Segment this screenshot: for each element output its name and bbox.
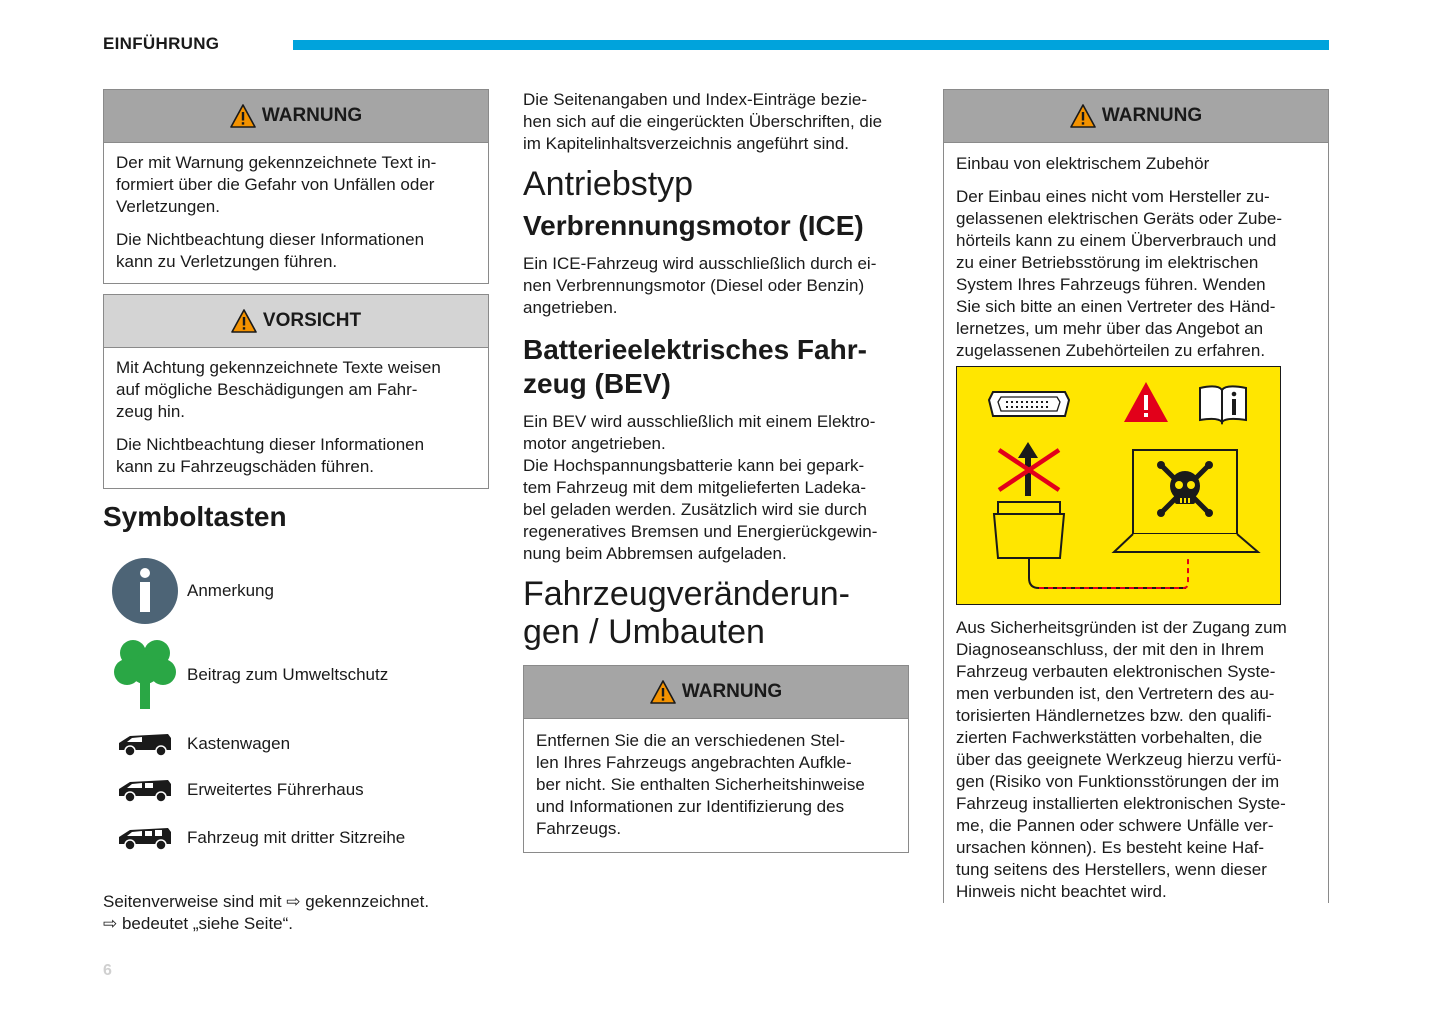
page-number: 6 (103, 962, 112, 979)
warning-text: Der mit Warnung gekennzeichnete Text in- formiert über die Gefahr von Unfällen oder Verletzungen. (116, 153, 437, 216)
warning-box-header (104, 90, 488, 143)
bev-text: Ein BEV wird ausschließlich mit einem Elektro- motor angetrieben. Die Hochspannungsbatterie kann bei gepark- tem Fahrzeug mit dem mitgelieferten Ladeka- bel geladen werden. Zusätzlich wird sie durch regeneratives Bremsen und Energierückgewin- nung beim Abbremsen aufgeladen. (523, 412, 878, 563)
caution-box (103, 294, 489, 489)
bev-heading: Batterieelektrisches Fahr- zeug (BEV) (523, 334, 867, 399)
symbol-label: Beitrag zum Umweltschutz (187, 665, 389, 684)
symbol-label: Anmerkung (187, 581, 274, 600)
modifications-heading: Fahrzeugveränderun- gen / Umbauten (523, 575, 850, 651)
drive-type-heading: Antriebstyp (523, 165, 694, 203)
warning-triangle-icon (650, 680, 676, 704)
symbol-label: Erweitertes Führerhaus (187, 780, 364, 799)
van-icon (103, 730, 187, 758)
caution-title: VORSICHT (262, 310, 362, 331)
symbols-heading: Symboltasten (103, 501, 287, 532)
warning-title: WARNUNG (261, 105, 363, 126)
warning-text: Der Einbau eines nicht vom Hersteller zu- gelassenen elektrischen Geräts oder Zube- hörteils kann zu einem Überverbrauch und zu einer Betriebsstörung im elektrischen System Ihres Fahrzeugs führen. Wenden Sie sich bitte an einen Vertreter des Händ- lernetzes, um mehr über das Angebot an zugelassenen Zubehörteilen zu erfahren. (956, 187, 1283, 360)
van-third-row-icon (103, 824, 187, 852)
symbol-label: Kastenwagen (187, 734, 291, 753)
van-extended-cab-icon (103, 776, 187, 804)
symbol-row (103, 629, 489, 721)
warning-text: Die Nichtbeachtung dieser Informationen kann zu Verletzungen führen. (116, 230, 425, 271)
warning-text: Entfernen Sie die an verschiedenen Stel- len Ihres Fahrzeugs angebrachten Aufkle- ber nicht. Sie enthalten Sicherheitshinweise und Informationen zur Identifizierung des Fahrzeugs. (536, 731, 865, 838)
warning-title: WARNUNG (1101, 105, 1203, 126)
info-icon (103, 557, 187, 625)
warning-triangle-icon (231, 309, 257, 333)
symbol-row (103, 813, 489, 863)
column-left (103, 89, 489, 935)
symbol-label: Fahrzeug mit dritter Sitzreihe (187, 828, 406, 847)
column-right (943, 89, 1329, 913)
warning-triangle-icon (1070, 104, 1096, 128)
diagnostic-port-warning-diagram (956, 366, 1281, 605)
section-title: EINFÜHRUNG (103, 34, 220, 53)
refs-line: ⇨ bedeutet „siehe Seite“. (103, 914, 294, 933)
header-accent-bar (293, 40, 1329, 50)
warning-subtitle: Einbau von elektrischem Zubehör (956, 154, 1210, 173)
column-middle (523, 89, 909, 863)
refs-line: Seitenverweise sind mit ⇨ gekennzeichnet. (103, 892, 430, 911)
warning-box-header (524, 666, 908, 719)
warning-text: Aus Sicherheitsgründen ist der Zugang zum Diagnoseanschluss, der mit den in Ihrem Fahrzeug verbauten elektronischen Syste- men verbunden ist, den Vertretern des au- torisierten Händlernetzes bzw. den qualifi- zierten Fachwerkstätten vorbehalten, die über das geeignete Werkzeug hierzu verfü- gen (Risiko von Funktionsstörungen der im Fahrzeug installierten elektronischen Syste- me, die Pannen oder schwere Unfälle ver- ursachen können). Es besteht keine Haf- tung seitens des Herstellers, wenn dieser Hinweis nicht beachtet wird. (956, 618, 1287, 901)
symbol-row (103, 767, 489, 813)
ice-text: Ein ICE-Fahrzeug wird ausschließlich durch ei- nen Verbrennungsmotor (Diesel oder Benzin) angetrieben. (523, 254, 877, 317)
symbol-row (103, 553, 489, 629)
warning-box-header (944, 90, 1328, 143)
symbol-row (103, 721, 489, 767)
warning-title: WARNUNG (681, 681, 783, 702)
tree-icon (103, 639, 187, 711)
warning-box (943, 89, 1329, 903)
caution-text: Die Nichtbeachtung dieser Informationen kann zu Fahrzeugschäden führen. (116, 435, 425, 476)
warning-box (103, 89, 489, 284)
manual-book-icon (1200, 386, 1246, 422)
caution-box-header (104, 295, 488, 348)
caution-text: Mit Achtung gekennzeichnete Texte weisen auf mögliche Beschädigungen am Fahr- zeug hin. (116, 358, 441, 421)
ice-heading: Verbrennungsmotor (ICE) (523, 210, 864, 241)
page-references-note (103, 891, 489, 935)
warning-triangle-icon (230, 104, 256, 128)
obd-connector-icon (989, 392, 1069, 416)
intro-text: Die Seitenangaben und Index-Einträge bezie- hen sich auf die eingerückten Überschriften, die im Kapitelinhaltsverzeichnis angeführt sind. (523, 90, 883, 153)
warning-box (523, 665, 909, 853)
